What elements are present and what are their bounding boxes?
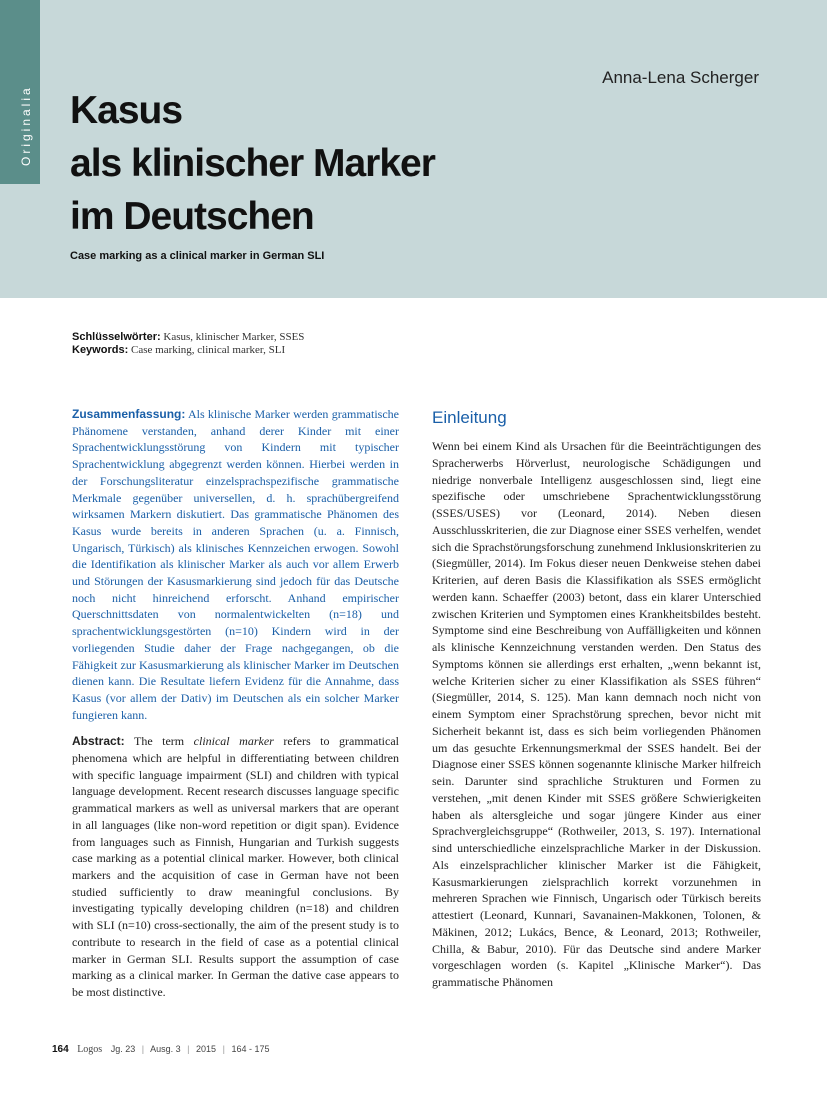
keywords-de-label: Schlüsselwörter:	[72, 331, 161, 343]
left-column	[72, 406, 399, 1001]
article-subtitle: Case marking as a clinical marker in German SLI	[70, 250, 325, 262]
journal-pages: 164 - 175	[231, 1044, 270, 1054]
author-name: Anna-Lena Scherger	[602, 68, 759, 87]
zusammenfassung	[72, 406, 399, 723]
einleitung-heading: Einleitung	[432, 408, 507, 427]
footer-separator: |	[141, 1044, 145, 1054]
section-label: Originalia	[19, 85, 33, 166]
journal-name: Logos	[77, 1044, 103, 1055]
abstract-text-after: refers to grammatical phenomena which are helpful in differentiating between children with specific language impairment (SLI) and children with typical language development. Recent research discusses language specific grammatical markers as well as universal markers that are operant in all languages (like non-word repetition or digit span). Evidence from languages such as Finnish, Hungarian and Turkish suggests case marking as a potential clinical marker. However, both clinical markers and the acquisition of case in German have not been studied sufficiently to draw meaningful conclusions. By investigating typically developing children (n=18) and children with SLI (n=10) cross-sectionally, the aim of the present study is to contribute to research in the field of case as a potential clinical marker in German SLI. Results support the assumption of case marking as a clinical marker. In German the dative case appears to be most distinctive.	[72, 734, 399, 999]
page-number: 164	[52, 1044, 69, 1055]
keywords-en	[72, 344, 304, 357]
zusammenfassung-label: Zusammenfassung:	[72, 407, 186, 421]
keywords-de-text: Kasus, klinischer Marker, SSES	[163, 331, 305, 343]
article-title	[70, 84, 435, 243]
abstract-label: Abstract:	[72, 734, 125, 749]
journal-volume: Jg. 23	[110, 1044, 136, 1054]
keywords-en-text: Case marking, clinical marker, SLI	[131, 344, 286, 356]
title-line-3: im Deutschen	[70, 195, 314, 238]
keywords-de	[72, 331, 304, 344]
zusammenfassung-text: Als klinische Marker werden grammatische Phänomene verstanden, anhand derer Kinder mit einer Sprachentwicklungsstörung von Kindern mit typischer Sprachentwicklung abgegrenzt werden können. Hierbei werden in der Forschungsliteratur einzelsprachspezifische grammatische Merkmale gegenüber universellen, d. h. sprachübergreifend wirksamen Markern diskutiert. Das grammatische Phänomen des Kasus wurde bereits in anderen Sprachen (u. a. Finnisch, Ungarisch, Türkisch) als klinisches Kennzeichen erwogen. Sowohl die Identifikation als klinischer Marker als auch vor allem Erwerb und Störungen der Kasusmarkierung sind jedoch für das Deutsche noch nicht hinreichend erforscht. Anhand empirischer Querschnittsdaten von normalentwickelten (n=18) und sprachentwicklungsgestörten (n=10) Kindern wird in der vorliegenden Studie daher der Frage nachgegangen, ob die Fähigkeit zur Kasusmarkierung als klinischer Marker im Deutschen dienen kann. Die Resultate liefern Evidenz für die Annahme, dass Kasus (vor allem der Dativ) im Deutschen als ein solcher Marker fungieren kann.	[72, 407, 400, 722]
abstract-italic-term: clinical marker	[193, 734, 274, 749]
page-footer	[52, 1044, 269, 1055]
abstract-text-before: The term	[133, 734, 194, 749]
footer-separator: |	[222, 1044, 225, 1054]
right-column	[432, 406, 761, 991]
keywords-block	[72, 331, 304, 357]
title-line-2: als klinischer Marker	[70, 142, 435, 185]
einleitung-text: Wenn bei einem Kind als Ursachen für die Beeinträchtigungen des Spracherwerbs Hörverlust, neurologische Schädigungen und niedrige nonverbale Intelligenz ausgeschlossen sind, liegt eine spezifische oder umschriebene Sprachentwicklungsstörung (SSES/USES) vor (Leonard, 2014). Neben diesen Ausschlusskriterien, die zur Diagnose einer SSES verhelfen, wendet sich die Sprachstörungsforschung zunehmend Inklusionskriterien zu (Siegmüller, 2014). Im Fokus dieser neuen Denkweise stehen dabei Kriterien, auf deren Basis die Klassifikation als SSES ermöglicht werden kann. Schaeffer (2003) betont, dass ein klarer Unterschied zwischen Kriterien und Symptomen eines Krankheitsbildes besteht. Symptome sind eine Beschreibung von Auffälligkeiten und können als klinische Kennzeichnung verstanden werden. Den Status des Symptoms können sie allerdings erst erhalten, „wenn bekannt ist, welche Kriterien sicher zu einer Klassifikation als SSES führen“ (Siegmüller, 2014, S. 125). Man kann demnach noch nicht von einem Symptom einer Sprachstörung sprechen, bevor nicht mit Sicherheit bekannt ist, dass es sich beim vorliegenden Phänomen um das gesuchte Erkennungsmerkmal der SSES handelt. Bei der Diagnose einer SSES können sogenannte klinische Marker hilfreich sein. Darunter sind sprachliche Strukturen und Formen zu verstehen, „mit denen Kinder mit SSES größere Schwierigkeiten haben als altersgleiche und sogar jüngere Kinder aus einer Sprachvergleichsgruppe“ (Rothweiler, 2013, S. 197). International sind unterschiedliche einzelsprachliche Marker in der Diskussion. Als einzelsprachlicher klinischer Marker ist die Fähigkeit, Kasusmarkierungen zielsprachlich korrekt vorzunehmen in mehreren Sprachen wie Finnisch, Ungarisch oder Türkisch bereits attestiert (Leonard, Kunnari, Savanainen-Makkonen, Tolonen, & Mäkinen, 2012; Lukács, Bence, & Leonard, 2013; Rothweiler, Chilla, & Babur, 2010). Für das Deutsche sind andere Marker vorgeschlagen worden (s. Kapitel „Klinische Marker“). Das grammatische Phänomen	[432, 439, 761, 989]
title-line-1: Kasus	[70, 89, 183, 132]
footer-separator: |	[187, 1044, 190, 1054]
journal-year: 2015	[196, 1044, 217, 1054]
abstract	[72, 733, 399, 1000]
journal-issue: Ausg. 3	[150, 1044, 181, 1054]
keywords-en-label: Keywords:	[72, 344, 129, 356]
section-tab	[0, 0, 40, 184]
